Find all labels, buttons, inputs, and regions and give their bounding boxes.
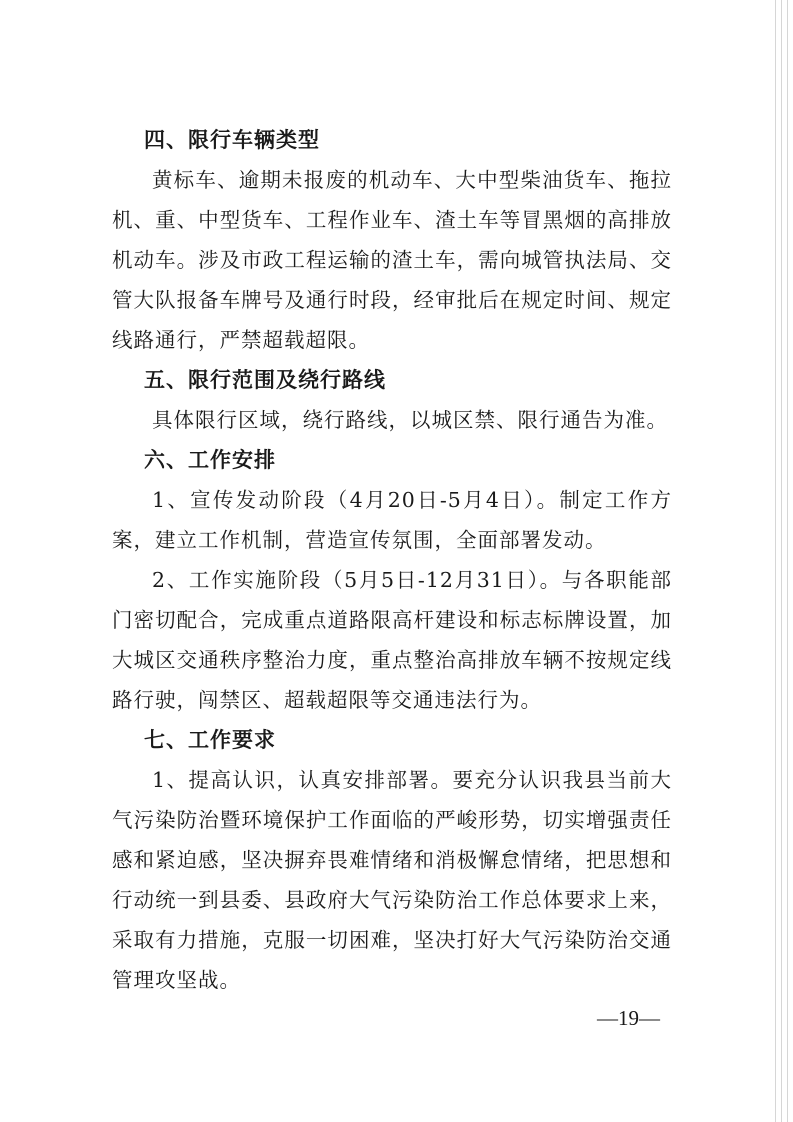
page-edge-line xyxy=(775,0,776,1122)
section-vehicle-types xyxy=(112,120,672,360)
section-heading: 五、限行范围及绕行路线 xyxy=(144,368,386,392)
section-work-arrangement xyxy=(112,440,672,720)
document-page xyxy=(112,120,672,1000)
paragraph: 1、提高认识，认真安排部署。要充分认识我县当前大气污染防治暨环境保护工作面临的严峻形势，切实增强责任感和紧迫感，坚决摒弃畏难情绪和消极懈怠情绪，把思想和行动统一到县委、县政府大气污染防治工作总体要求上来，采取有力措施，克服一切困难，坚决打好大气污染防治交通管理攻坚战。 xyxy=(112,768,672,992)
paragraph: 黄标车、逾期未报废的机动车、大中型柴油货车、拖拉机、重、中型货车、工程作业车、渣土车等冒黑烟的高排放机动车。涉及市政工程运输的渣土车，需向城管执法局、交管大队报备车牌号及通行时段，经审批后在规定时间、规定线路通行，严禁超载超限。 xyxy=(112,168,672,352)
page-edge-line xyxy=(787,0,788,1122)
paragraph: 1、宣传发动阶段（4月20日-5月4日）。制定工作方案，建立工作机制，营造宣传氛围，全面部署发动。 xyxy=(112,488,672,552)
section-restricted-area xyxy=(112,360,672,440)
page-number: —19— xyxy=(597,1006,660,1030)
page-edge-line xyxy=(781,0,782,1122)
section-work-requirements xyxy=(112,720,672,1000)
section-heading: 四、限行车辆类型 xyxy=(144,128,320,152)
section-heading: 六、工作安排 xyxy=(144,448,276,472)
paragraph: 具体限行区域，绕行路线，以城区禁、限行通告为准。 xyxy=(152,408,668,432)
paragraph: 2、工作实施阶段（5月5日-12月31日）。与各职能部门密切配合，完成重点道路限高杆建设和标志标牌设置，加大城区交通秩序整治力度，重点整治高排放车辆不按规定线路行驶，闯禁区、超载超限等交通违法行为。 xyxy=(112,568,672,712)
section-heading: 七、工作要求 xyxy=(144,728,276,752)
